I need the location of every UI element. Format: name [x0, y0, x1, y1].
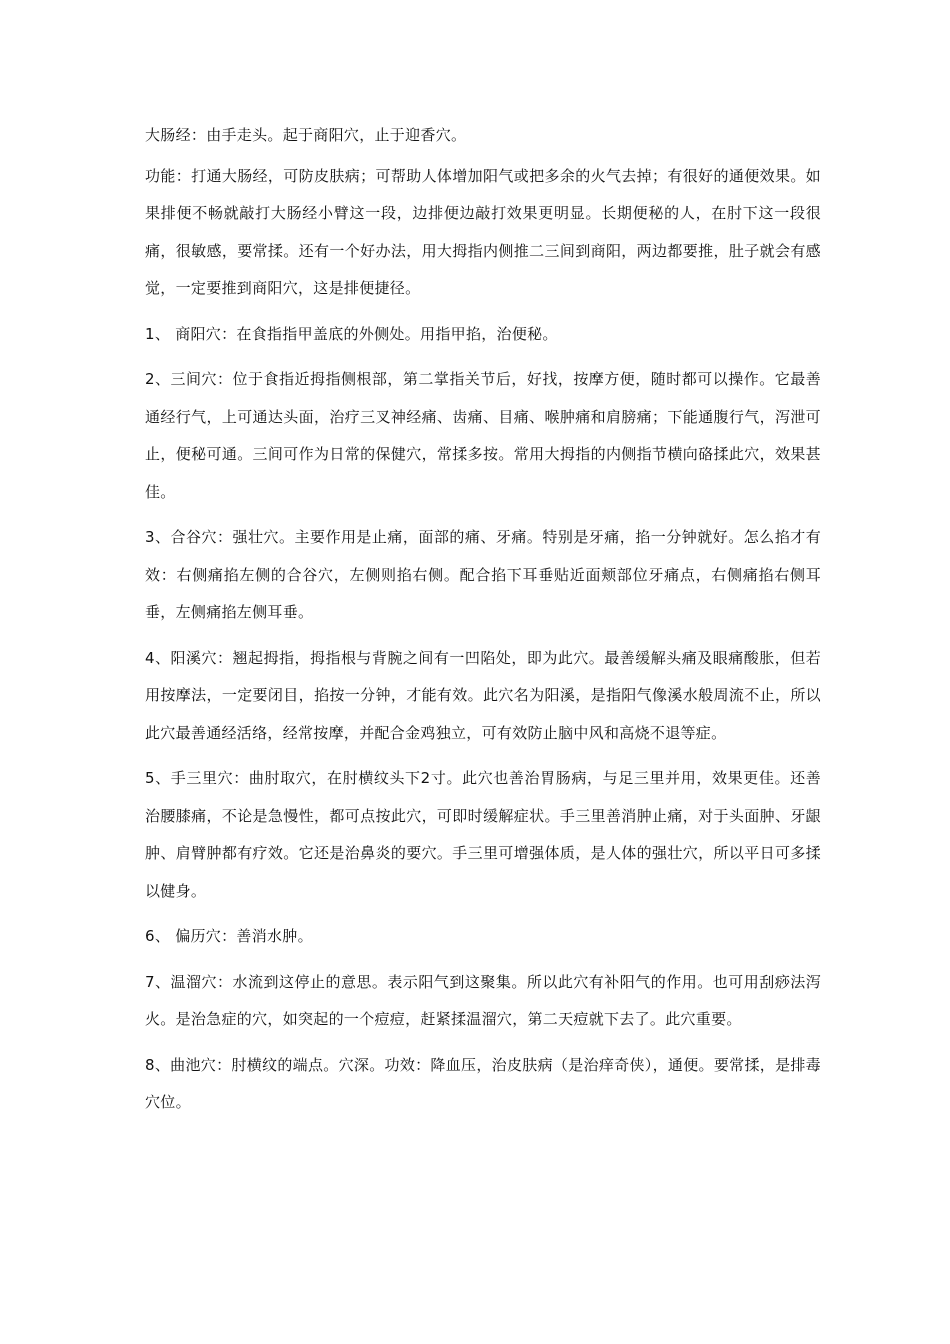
point-paragraph-7: 7、温溜穴：水流到这停止的意思。表示阳气到这聚集。所以此穴有补阳气的作用。也可用刮痧法泻火。是治急症的穴，如突起的一个痘痘，赶紧揉温溜穴，第二天痘就下去了。此穴重要。	[145, 972, 821, 1028]
intro-paragraph: 大肠经：由手走头。起于商阳穴，止于迎香穴。	[145, 126, 467, 144]
point-paragraph-4: 4、阳溪穴：翘起拇指，拇指根与背腕之间有一凹陷处，即为此穴。最善缓解头痛及眼痛酸胀，但若用按摩法，一定要闭目，掐按一分钟，才能有效。此穴名为阳溪，是指阳气像溪水般周流不止，所以此穴最善通经活络，经常按摩，并配合金鸡独立，可有效防止脑中风和高烧不退等症。	[145, 648, 821, 742]
point-paragraph-2: 2、三间穴：位于食指近拇指侧根部，第二掌指关节后，好找，按摩方便，随时都可以操作。它最善通经行气，上可通达头面，治疗三叉神经痛、齿痛、目痛、喉肿痛和肩膀痛；下能通腹行气，泻泄可止，便秘可通。三间可作为日常的保健穴，常揉多按。常用大拇指的内侧指节横向硌揉此穴，效果甚佳。	[145, 370, 821, 501]
function-paragraph: 功能：打通大肠经，可防皮肤病；可帮助人体增加阳气或把多余的火气去掉；有很好的通便效果。如果排便不畅就敲打大肠经小臂这一段，边排便边敲打效果更明显。长期便秘的人，在肘下这一段很痛，很敏感，要常揉。还有一个好办法，用大拇指内侧推二三间到商阳，两边都要推，肚子就会有感觉，一定要推到商阳穴，这是排便捷径。	[145, 166, 821, 297]
point-paragraph-8: 8、曲池穴：肘横纹的端点。穴深。功效：降血压，治皮肤病（是治痒奇侠），通便。要常揉，是排毒穴位。	[145, 1055, 821, 1111]
point-paragraph-1: 1、 商阳穴：在食指指甲盖底的外侧处。用指甲掐，治便秘。	[145, 324, 558, 343]
document-body	[145, 117, 821, 1130]
point-paragraph-5: 5、手三里穴：曲肘取穴，在肘横纹头下2寸。此穴也善治胃肠病，与足三里并用，效果更佳。还善治腰膝痛，不论是急慢性，都可点按此穴，可即时缓解症状。手三里善消肿止痛，对于头面肿、牙龈肿、肩臂肿都有疗效。它还是治鼻炎的要穴。手三里可增强体质，是人体的强壮穴，所以平日可多揉以健身。	[145, 769, 821, 900]
point-paragraph-3: 3、合谷穴：强壮穴。主要作用是止痛，面部的痛、牙痛。特别是牙痛，掐一分钟就好。怎么掐才有效：右侧痛掐左侧的合谷穴，左侧则掐右侧。配合掐下耳垂贴近面颊部位牙痛点，右侧痛掐右侧耳垂，左侧痛掐左侧耳垂。	[145, 528, 821, 621]
point-paragraph-6: 6、 偏历穴：善消水肿。	[145, 927, 313, 945]
